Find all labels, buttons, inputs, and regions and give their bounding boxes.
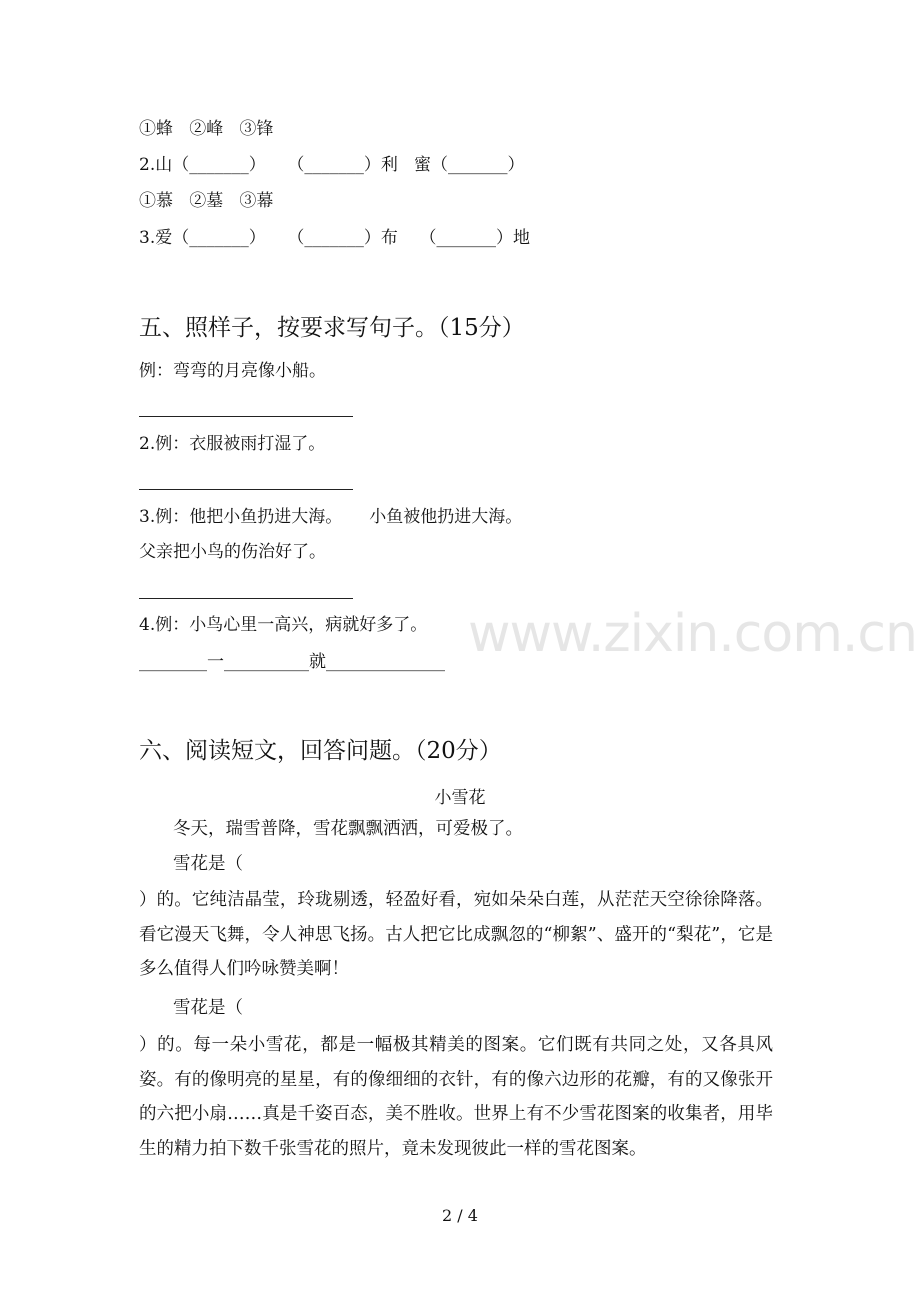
paragraph-3-lead: 雪花是（: [173, 998, 243, 1018]
section-6-heading: 六、阅读短文，回答问题。（20分）: [139, 738, 502, 764]
story-title: 小雪花: [434, 788, 486, 808]
page-number: 2 / 4: [442, 1206, 478, 1225]
example-2: 2.例：衣服被雨打湿了。: [139, 434, 326, 454]
paragraph-2-lead: 雪花是（: [173, 854, 243, 874]
example-3: 3.例：他把小鱼扔进大海。 小鱼被他扔进大海。: [139, 507, 523, 527]
watermark: www.zixin.com.cn: [468, 604, 917, 664]
answer-line-3: [139, 598, 353, 599]
char-options-2: ①慕 ②墓 ③幕: [139, 191, 274, 211]
paragraph-2-body: ）的。它纯洁晶莹，玲珑剔透，轻盈好看，宛如朵朵白莲，从茫茫天空徐徐降落。看它漫天飞舞，令人神思飞扬。古人把它比成飘忽的“柳絮”、盛开的“梨花”，它是多么值得人们吟咏赞美啊！: [139, 890, 773, 979]
example-1: 例：弯弯的月亮像小船。: [139, 361, 326, 381]
answer-line-1: [139, 416, 353, 417]
example-3-task: 父亲把小鸟的伤治好了。: [139, 542, 326, 562]
paragraph-3-body: ）的。每一朵小雪花，都是一幅极其精美的图案。它们既有共同之处，又各具风姿。有的像明亮的星星，有的像细细的衣针，有的像六边形的花瓣，有的又像张开的六把小扇……真是千姿百态，美不胜收。世界上有不少雪花图案的收集者，用毕生的精力拍下数千张雪花的照片，竟未发现彼此一样的雪花图案。: [139, 1035, 773, 1159]
question-3: 3.爱（_______） （_______）布 （_______）地: [139, 228, 530, 248]
section-5-heading: 五、照样子，按要求写句子。（15分）: [139, 315, 525, 341]
example-4-blanks: ________一__________就______________: [139, 652, 445, 672]
answer-line-2: [139, 489, 353, 490]
char-options-1: ①蜂 ②峰 ③锋: [139, 119, 274, 139]
example-4: 4.例：小鸟心里一高兴，病就好多了。: [139, 615, 428, 635]
question-2: 2.山（_______） （_______）利 蜜（_______）: [139, 155, 525, 175]
paragraph-1: 冬天，瑞雪普降，雪花飘飘洒洒，可爱极了。: [173, 819, 523, 839]
